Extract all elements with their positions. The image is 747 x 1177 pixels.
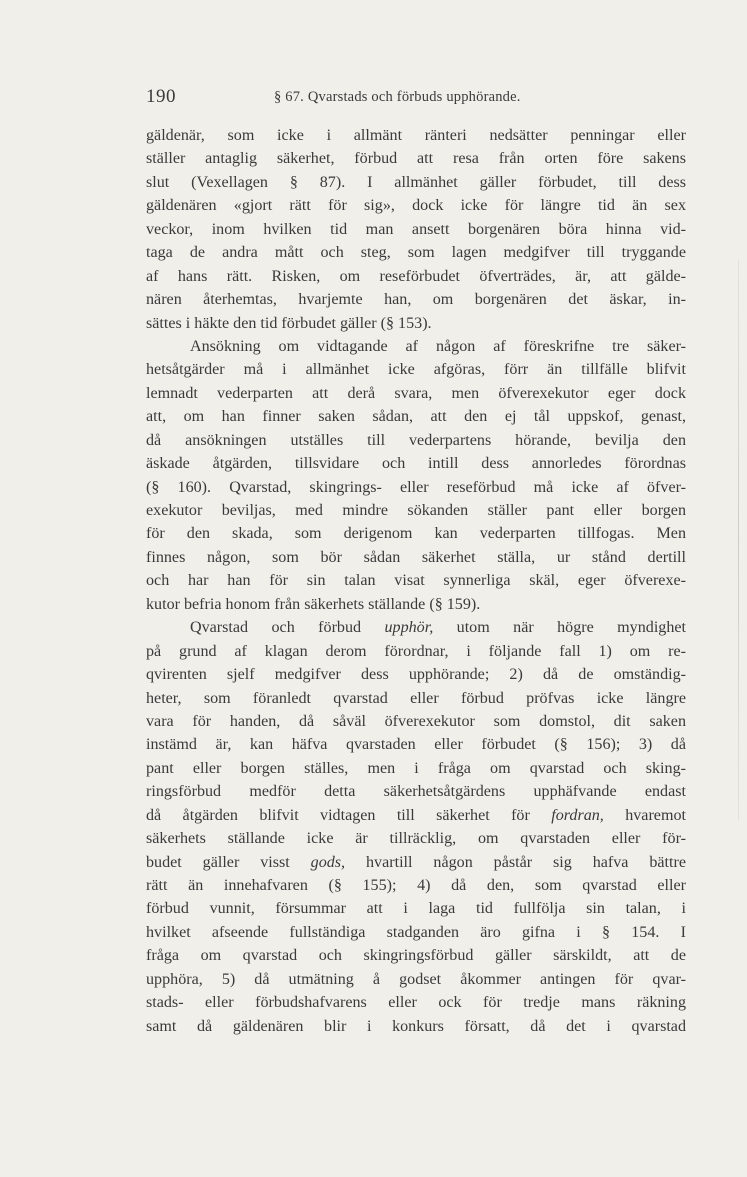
text-line: slut (Vexellagen § 87). I allmänhet gäller förbudet, till dess <box>146 173 686 191</box>
text-line: för den skada, som derigenom kan vederparten tillfogas. Men <box>146 525 686 543</box>
text-line: finnes någon, som bör sådan säkerhet ställa, ur stånd dertill <box>146 548 686 566</box>
text-line: instämd är, kan häfva qvarstaden eller förbudet (§ 156); 3) då <box>146 736 686 754</box>
text-line: hetsåtgärder må i allmänhet icke afgöras, förr än tillfälle blifvit <box>146 361 686 379</box>
text-line: då åtgärden blifvit vidtagen till säkerhet för fordran, hvaremot <box>146 806 686 824</box>
text-line: ringsförbud medför detta säkerhetsåtgärdens upphäfvande endast <box>146 783 686 801</box>
text-line: fråga om qvarstad och skingringsförbud gäller särskildt, att de <box>146 947 686 965</box>
text-line: förbud vunnit, försummar att i laga tid fullfölja sin talan, i <box>146 900 686 918</box>
text-line: gäldenär, som icke i allmänt ränteri nedsätter penningar eller <box>146 127 686 144</box>
text-line: stads- eller förbudshafvarens eller ock för tredje mans räkning <box>146 994 686 1012</box>
text-line: heter, som föranledt qvarstad eller förbud pröfvas icke längre <box>146 689 686 707</box>
text-line: säkerhets ställande icke är tillräcklig, om qvarstaden eller för- <box>146 830 686 848</box>
text-line: exekutor beviljas, med mindre sökanden ställer pant eller borgen <box>146 502 686 519</box>
text-line: qvirenten sjelf medgifver dess upphörande; 2) då de omständig- <box>146 666 686 684</box>
text-line: nären återhemtas, hvarjemte han, om borgenären det äskar, in- <box>146 291 686 309</box>
text-line: på grund af klagan derom förordnar, i följande fall 1) om re- <box>146 642 686 660</box>
text-line: veckor, inom hvilken tid man ansett borgenären böra hinna vid- <box>146 220 686 238</box>
paragraph-1 <box>146 124 686 335</box>
text-line: kutor befria honom från säkerhets ställande (§ 159). <box>146 595 481 613</box>
text-line: ställer antaglig säkerhet, förbud att resa från orten före sakens <box>146 150 686 168</box>
text-line: taga de andra mått och steg, som lagen medgifver till tryggande <box>146 244 686 262</box>
text-line: Qvarstad och förbud upphör, utom när högre myndighet <box>190 619 686 637</box>
paragraph-3 <box>146 616 686 1038</box>
text-line: pant eller borgen ställes, men i fråga om qvarstad och sking- <box>146 759 686 777</box>
text-line: då ansökningen utställes till vederpartens hörande, bevilja den <box>146 431 686 449</box>
emphasized-word: gods, <box>310 853 346 871</box>
text-line: samt då gäldenären blir i konkurs försatt, då det i qvarstad <box>146 1017 686 1035</box>
text-line: att, om han finner saken sådan, att den ej tål uppskof, genast, <box>146 408 686 426</box>
page-number: 190 <box>146 86 176 107</box>
body-text <box>146 124 686 1038</box>
text-line: gäldenären «gjort rätt för sig», dock icke för längre tid än sex <box>146 197 686 215</box>
text-line: vara för handen, då såväl öfverexekutor som domstol, dit saken <box>146 712 686 730</box>
page-header <box>146 86 686 110</box>
page-edge-shadow <box>738 260 739 820</box>
text-line: och har han för sin talan visat synnerliga skäl, eger öfverexe- <box>146 572 686 590</box>
text-line: äskade åtgärden, tillsvidare och intill dess annorledes förordnas <box>146 455 686 473</box>
text-line: upphöra, 5) då utmätning å godset åkommer antingen för qvar- <box>146 970 686 988</box>
text-line: (§ 160). Qvarstad, skingrings- eller reseförbud må icke af öfver- <box>146 478 686 496</box>
text-line: rätt än innehafvaren (§ 155); 4) då den, som qvarstad eller <box>146 877 686 894</box>
text-line: af hans rätt. Risken, om reseförbudet öfverträdes, är, att gälde- <box>146 267 686 285</box>
text-line: Ansökning om vidtagande af någon af föreskrifne tre säker- <box>190 337 686 355</box>
text-line: sättes i häkte den tid förbudet gäller (§ 153). <box>146 314 432 332</box>
emphasized-word: upphör, <box>384 619 434 637</box>
text-line: budet gäller visst gods, hvartill någon påstår sig hafva bättre <box>146 853 686 871</box>
text-line: hvilket afseende fullständiga stadganden äro gifna i § 154. I <box>146 923 686 941</box>
emphasized-word: fordran, <box>551 806 604 824</box>
paragraph-2 <box>146 335 686 616</box>
running-head: § 67. Qvarstads och förbuds upphörande. <box>274 89 521 105</box>
text-line: lemnadt vederparten att derå svara, men öfverexekutor eger dock <box>146 384 686 402</box>
